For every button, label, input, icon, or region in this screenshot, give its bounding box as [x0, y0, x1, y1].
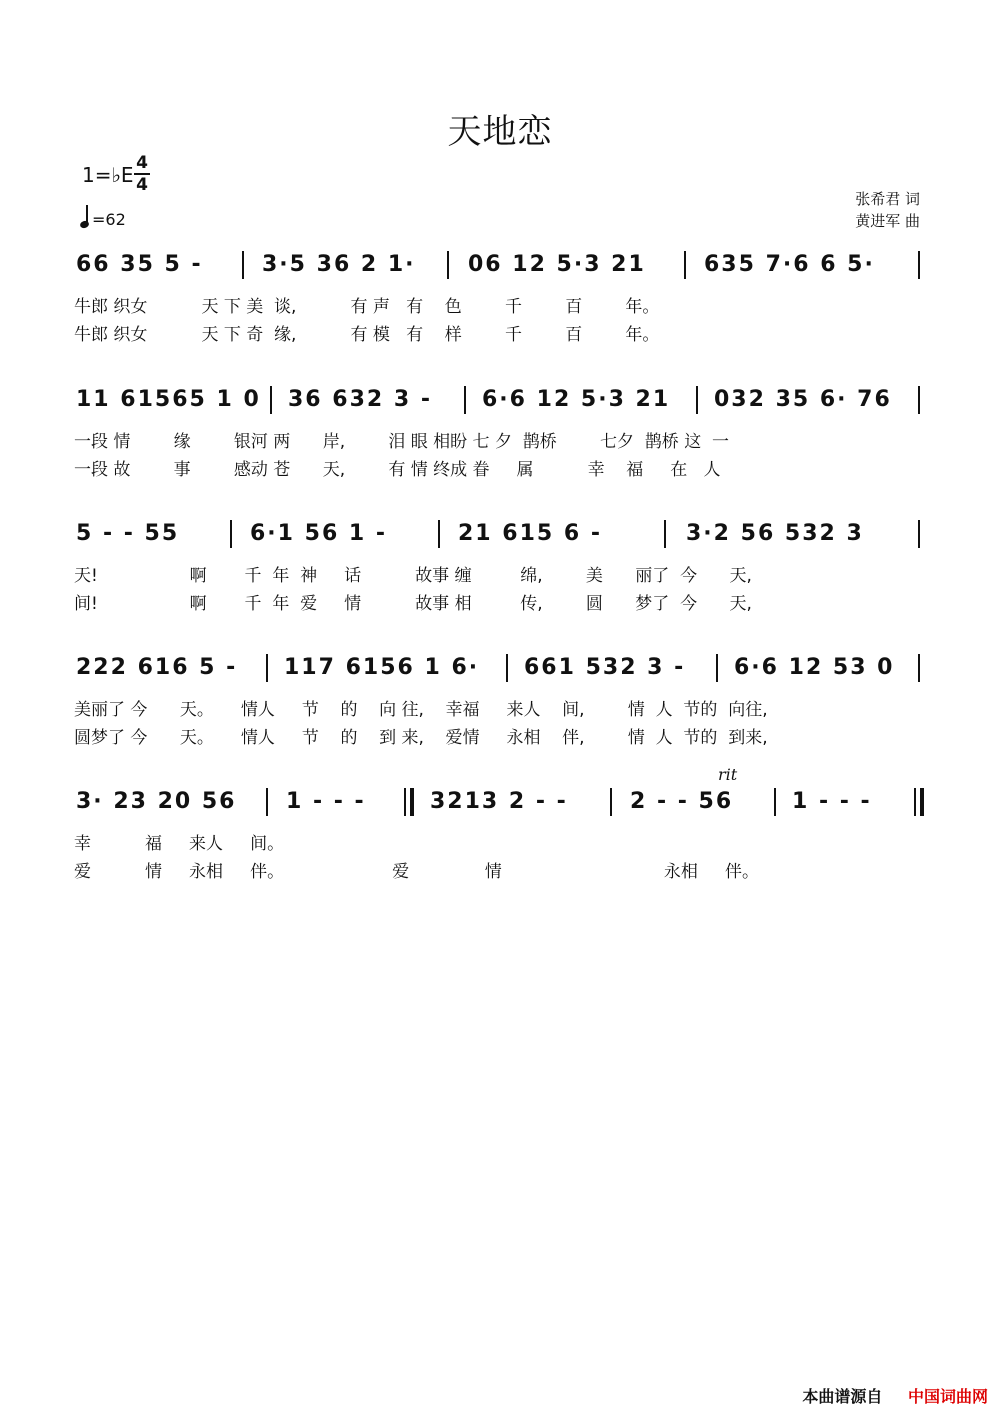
lyrics-verse-2: 一段 故 事 感动 苍 天, 有 情 终成 眷 属 幸 福 在 人	[74, 460, 721, 480]
measure: 6·1 56 1 -	[250, 521, 388, 546]
tempo-value: =62	[92, 210, 126, 229]
notes-line	[74, 653, 930, 683]
measure: 3213 2 - -	[430, 789, 568, 814]
barline	[447, 251, 449, 279]
lyrics-verse-1: 美丽了 今 天。 情人 节 的 向 往, 幸福 来人 间, 情 人 节的 向往,	[74, 700, 768, 720]
barline	[230, 520, 232, 548]
footer	[802, 1384, 988, 1407]
measure: 1 - - -	[792, 789, 872, 814]
repeat-barline-thick	[410, 788, 414, 816]
note-stem	[86, 205, 88, 223]
measure: 6·6 12 53 0	[734, 655, 895, 680]
barline	[610, 788, 612, 816]
barline	[918, 251, 920, 279]
measure: 21 615 6 -	[458, 521, 602, 546]
barline	[270, 386, 272, 414]
ritardando-mark: rit	[718, 765, 738, 784]
notes-line	[74, 385, 930, 415]
time-signature-bottom: 4	[136, 175, 148, 195]
barline	[438, 520, 440, 548]
footer-site-link[interactable]: 中国词曲网	[907, 1387, 988, 1406]
measure: 5 - - 55	[76, 521, 180, 546]
lyrics-verse-2: 爱 情 永相 伴。 爱 情 永相 伴。	[74, 862, 759, 882]
system-1	[74, 250, 930, 345]
barline	[242, 251, 244, 279]
final-barline-thick	[920, 788, 924, 816]
page-title: 天地恋	[447, 112, 553, 152]
measure: 06 12 5·3 21	[468, 252, 646, 277]
measure: 66 35 5 -	[76, 252, 203, 277]
barline	[664, 520, 666, 548]
key-signature: 1=♭E	[82, 163, 134, 187]
footer-source: 本曲谱源自	[802, 1387, 883, 1406]
measure: 2 - - 56	[630, 789, 734, 814]
measure: 222 616 5 -	[76, 655, 238, 680]
barline	[506, 654, 508, 682]
tempo-marking	[80, 207, 126, 229]
measure: 661 532 3 -	[524, 655, 686, 680]
barline	[696, 386, 698, 414]
lyrics-verse-2: 牛郎 织女 天 下 奇 缘, 有 模 有 样 千 百 年。	[74, 325, 660, 345]
lyrics-verse-1: 天! 啊 千 年 神 话 故事 缠 绵, 美 丽了 今 天,	[74, 566, 752, 586]
notes-line	[74, 250, 930, 280]
notes-line	[74, 519, 930, 549]
system-5	[74, 765, 930, 882]
measure: 3·2 56 532 3	[686, 521, 864, 546]
barline	[918, 520, 920, 548]
barline	[918, 386, 920, 414]
measure: 3·5 36 2 1·	[262, 252, 416, 277]
lyrics-verse-2: 间! 啊 千 年 爱 情 故事 相 传, 圆 梦了 今 天,	[74, 594, 752, 614]
barline	[464, 386, 466, 414]
barline	[266, 788, 268, 816]
time-signature-top: 4	[136, 153, 148, 173]
quarter-note-icon	[79, 220, 90, 230]
measure: 3· 23 20 56	[76, 789, 237, 814]
lyrics-verse-1: 幸 福 来人 间。	[74, 834, 285, 854]
system-2	[74, 385, 930, 480]
measure: 635 7·6 6 5·	[704, 252, 875, 277]
barline	[266, 654, 268, 682]
barline	[918, 654, 920, 682]
measure: 11 61565 1 0	[76, 387, 261, 412]
barline	[716, 654, 718, 682]
lyricist: 张希君 词	[855, 190, 920, 208]
lyrics-verse-1: 牛郎 织女 天 下 美 谈, 有 声 有 色 千 百 年。	[74, 297, 660, 317]
measure: 032 35 6· 76	[714, 387, 892, 412]
time-signature	[134, 154, 150, 194]
final-barline	[914, 788, 916, 816]
measure: 36 632 3 -	[288, 387, 432, 412]
system-3	[74, 519, 930, 614]
barline	[684, 251, 686, 279]
measure: 6·6 12 5·3 21	[482, 387, 671, 412]
repeat-barline	[404, 788, 406, 816]
composer: 黄进军 曲	[855, 212, 920, 230]
credits	[855, 188, 920, 232]
notes-line	[74, 787, 930, 817]
lyrics-verse-2: 圆梦了 今 天。 情人 节 的 到 来, 爱情 永相 伴, 情 人 节的 到来,	[74, 728, 768, 748]
barline	[774, 788, 776, 816]
measure: 1 - - -	[286, 789, 366, 814]
lyrics-verse-1: 一段 情 缘 银河 两 岸, 泪 眼 相盼 七 夕 鹊桥 七夕 鹊桥 这 一	[74, 432, 729, 452]
system-4	[74, 653, 930, 748]
measure: 117 6156 1 6·	[284, 655, 480, 680]
